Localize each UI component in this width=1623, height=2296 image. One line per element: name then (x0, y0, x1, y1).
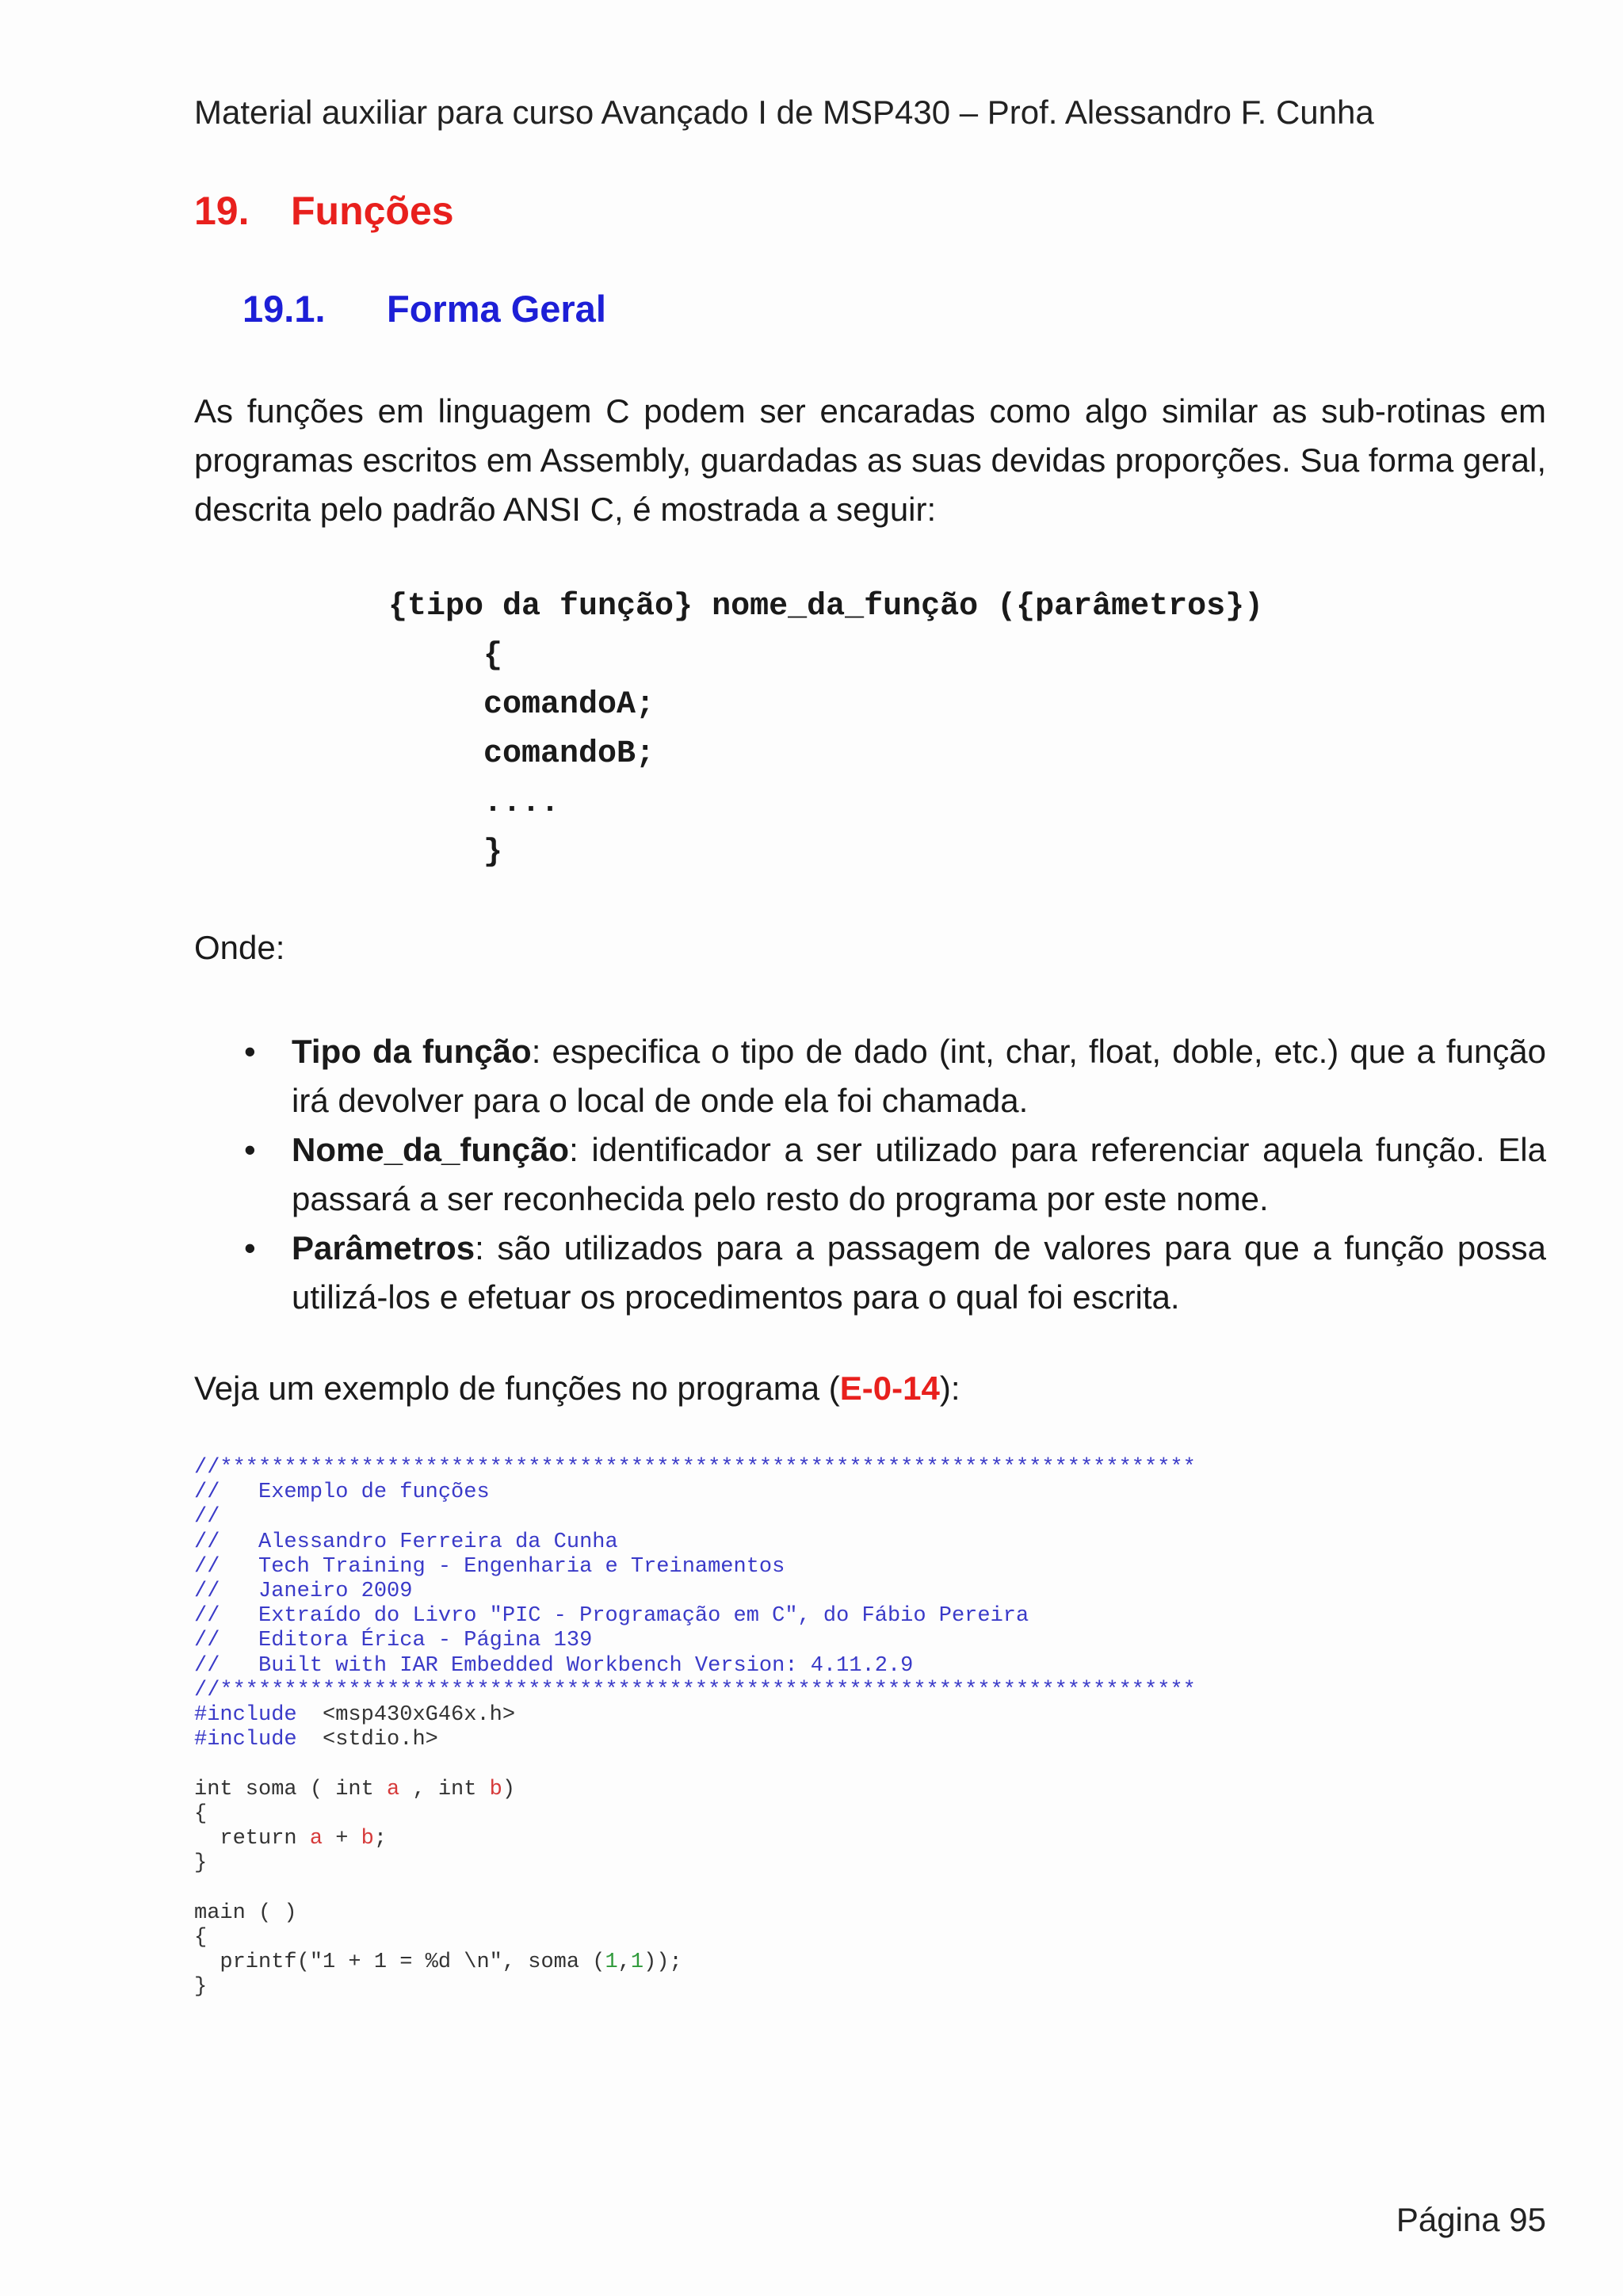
subsection-heading (242, 287, 606, 330)
code-comment: // Editora Érica - Página 139 (194, 1629, 593, 1653)
code-include-file: <msp430xG46x.h> (323, 1703, 516, 1728)
code-text: ; (373, 1827, 388, 1851)
code-text: { (194, 1925, 208, 1950)
list-item (194, 1125, 1546, 1224)
code-comment: // Janeiro 2009 (194, 1580, 413, 1604)
bullet-icon: • (244, 1131, 256, 1168)
example-text-end: ): (939, 1370, 960, 1407)
code-number: 1 (605, 1950, 618, 1975)
code-variable: a (387, 1777, 400, 1801)
definition-list (194, 1027, 1546, 1322)
bullet-icon: • (244, 1033, 256, 1070)
code-include-file: <stdio.h> (323, 1728, 438, 1752)
subsection-number: 19.1. (242, 288, 326, 330)
code-comment: //**************************************************************************** (194, 1678, 1196, 1702)
code-text: int soma ( int (194, 1777, 388, 1801)
code-text: , (617, 1950, 631, 1975)
code-listing (194, 1456, 1196, 2000)
list-item (194, 1224, 1546, 1322)
code-comment: // Built with IAR Embedded Workbench Version: 4.11.2.9 (194, 1653, 914, 1678)
bullet-icon: • (244, 1229, 256, 1266)
code-text: printf("1 + 1 = %d \n", soma ( (194, 1950, 605, 1975)
list-item-term: Parâmetros (292, 1229, 475, 1266)
page-number: Página 95 (1396, 2201, 1546, 2238)
general-form-line: comandoB; (483, 736, 655, 772)
code-comment: // Exemplo de funções (194, 1480, 490, 1505)
section-title: Funções (291, 189, 454, 233)
general-form-line: { (483, 638, 503, 674)
general-form-signature: {tipo da função} nome_da_função ({parâmetros}) (388, 589, 1264, 625)
code-text: + (323, 1827, 361, 1851)
list-item (194, 1027, 1546, 1125)
code-number: 1 (630, 1950, 644, 1975)
code-variable: b (361, 1827, 374, 1851)
general-form-line: } (483, 835, 503, 870)
code-text: ) (502, 1777, 516, 1801)
code-text: { (194, 1801, 208, 1826)
list-item-term: Tipo da função (292, 1033, 532, 1070)
example-program-ref: E-0-14 (839, 1370, 940, 1407)
general-form-line: comandoA; (483, 687, 655, 723)
code-text: main ( ) (194, 1901, 297, 1925)
example-text: Veja um exemplo de funções no programa ( (194, 1370, 840, 1407)
code-text: )); (643, 1950, 682, 1975)
section-number: 19. (194, 189, 250, 233)
code-variable: a (309, 1827, 323, 1851)
subsection-title: Forma Geral (387, 288, 606, 330)
code-text: return (194, 1827, 310, 1851)
code-preprocessor: #include (194, 1703, 297, 1728)
general-form-line: .... (483, 785, 560, 821)
list-item-text: : são utilizados para a passagem de valores para que a função possa utilizá-los e efetuar os procedimentos para o qual foi escrita. (292, 1229, 1546, 1316)
code-comment: // Tech Training - Engenharia e Treinamentos (194, 1554, 785, 1579)
code-text: } (194, 1975, 208, 2000)
code-comment: //**************************************************************************** (194, 1456, 1196, 1480)
code-text: , int (399, 1777, 490, 1801)
code-comment: // Extraído do Livro "PIC - Programação em C", do Fábio Pereira (194, 1604, 1029, 1629)
list-item-text: : identificador a ser utilizado para referenciar aquela função. Ela passará a ser reconhecida pelo resto do programa por este nome. (292, 1131, 1546, 1217)
code-text: } (194, 1851, 208, 1876)
page-header: Material auxiliar para curso Avançado I de MSP430 – Prof. Alessandro F. Cunha (194, 94, 1374, 131)
code-variable: b (489, 1777, 502, 1801)
onde-label: Onde: (194, 929, 285, 966)
code-preprocessor: #include (194, 1728, 297, 1752)
example-line (194, 1370, 960, 1408)
intro-paragraph: As funções em linguagem C podem ser encaradas como algo similar as sub-rotinas em programas escritos em Assembly, guardadas as suas devidas proporções. Sua forma geral, descrita pelo padrão ANSI C, é mostrada a seguir: (194, 392, 1546, 528)
code-comment: // (194, 1505, 220, 1530)
general-form-block (388, 583, 1263, 877)
section-heading (194, 188, 454, 234)
list-item-text: : especifica o tipo de dado (int, char, float, doble, etc.) que a função irá devolver para o local de onde ela foi chamada. (292, 1033, 1546, 1119)
list-item-term: Nome_da_função (292, 1131, 570, 1168)
code-comment: // Alessandro Ferreira da Cunha (194, 1530, 618, 1554)
